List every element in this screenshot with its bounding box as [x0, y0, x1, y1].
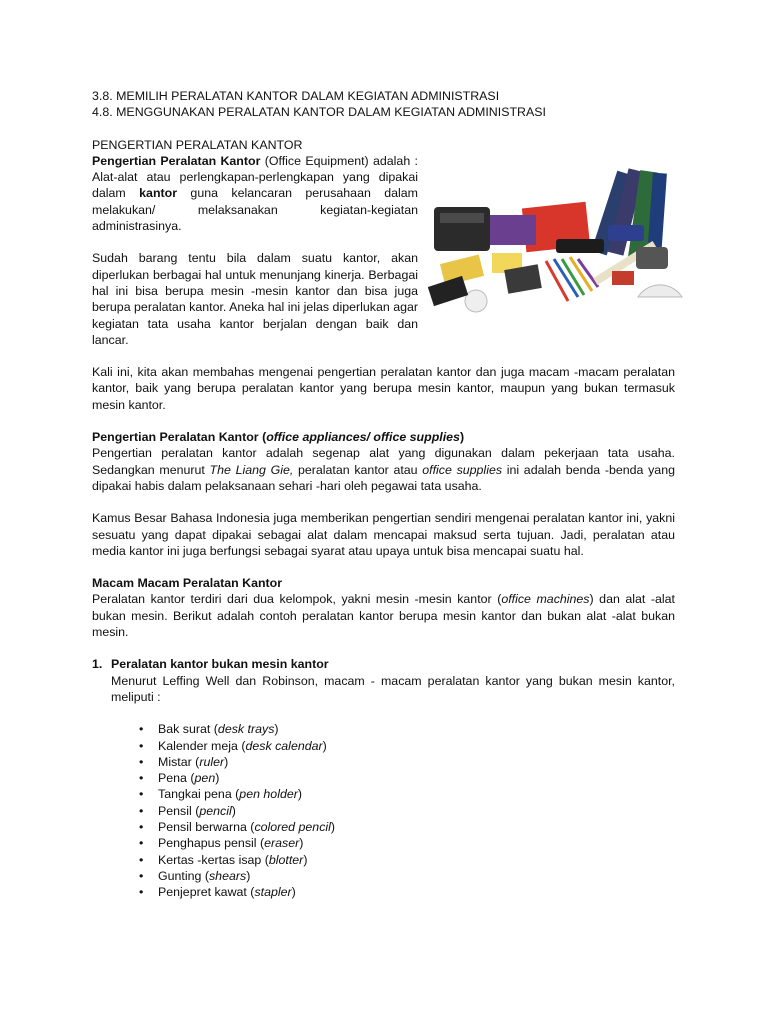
office-supplies-photo	[428, 167, 686, 331]
item-english: eraser	[264, 836, 300, 851]
item-english: colored pencil	[254, 819, 331, 834]
list-item: • Kalender meja (desk calendar)	[139, 738, 675, 754]
item-english: desk trays	[217, 722, 275, 737]
section-2-title-a: Pengertian Peralatan Kantor (	[92, 430, 267, 445]
item-english: blotter	[268, 852, 304, 867]
list-item: • Tangkai pena (pen holder)	[139, 786, 675, 802]
item-name: Penjepret kawat	[158, 885, 247, 900]
section-3-p1-em: office machines	[501, 592, 590, 607]
heading-line-1: 3.8. MEMILIH PERALATAN KANTOR DALAM KEGIATAN ADMINISTRASI	[92, 89, 500, 103]
intro-text	[92, 153, 418, 348]
intro-title: PENGERTIAN PERALATAN KANTOR	[92, 137, 303, 152]
intro-bold-word: kantor	[139, 186, 178, 201]
intro-definition	[92, 153, 418, 234]
list-item: • Mistar (ruler)	[139, 754, 675, 770]
item-name: Gunting	[158, 868, 202, 883]
list-item: • Gunting (shears)	[139, 868, 675, 884]
section-3-paragraph	[92, 591, 675, 640]
list-item: • Penghapus pensil (eraser)	[139, 835, 675, 851]
section-2-p1-c: ini adalah benda -benda yang dipakai habis dalam pelaksanaan sehari -hari oleh pegawai tata usaha.	[92, 462, 675, 493]
list-item-title: Peralatan kantor bukan mesin kantor	[111, 657, 329, 672]
item-name: Pensil berwarna	[158, 819, 247, 834]
section-3-p1-a: Peralatan kantor terdiri dari dua kelompok, yakni mesin -mesin kantor (	[92, 592, 502, 607]
list-item: • Penjepret kawat (stapler)	[139, 884, 675, 900]
item-english: pencil	[199, 803, 232, 818]
heading-line-2: 4.8. MENGGUNAKAN PERALATAN KANTOR DALAM KEGIATAN ADMINISTRASI	[92, 105, 546, 120]
section-2-paragraph-1	[92, 445, 675, 494]
item-name: Mistar	[158, 754, 192, 769]
document-page	[92, 88, 675, 900]
item-english: desk calendar	[245, 738, 323, 753]
section-3-p1-b: ) dan alat -alat bukan mesin. Berikut adalah contoh peralatan kantor berupa mesin kantor dan bukan alat -alat bukan mesin.	[92, 592, 675, 640]
list-number: 1.	[92, 657, 103, 672]
list-item-description: Menurut Leffing Well dan Robinson, macam - macam peralatan kantor yang bukan mesin kantor, meliputi :	[111, 673, 675, 704]
list-item: • Pensil (pencil)	[139, 803, 675, 819]
item-name: Bak surat	[158, 722, 211, 737]
paragraph-kali-ini: Kali ini, kita akan membahas mengenai pengertian peralatan kantor dan juga macam -macam peralatan kantor, baik yang berupa peralatan kantor yang berupa mesin kantor, maupun yang bukan termasuk mesin kantor.	[92, 365, 675, 412]
intro-term-en: (Office Equipment) adalah : Alat-alat atau perlengkapan-perlengkapan yang dipakai dalam	[92, 153, 418, 201]
section-2-p1-a: Pengertian peralatan kantor adalah segenap alat yang digunakan dalam pekerjaan tata usaha. Sedangkan menurut	[92, 446, 675, 477]
list-item: • Pena (pen)	[139, 770, 675, 786]
intro-rest: guna kelancaran perusahaan dalam melakukan/ melaksanakan kegiatan-kegiatan administrasinya.	[92, 186, 418, 234]
item-name: Pena	[158, 771, 187, 786]
intro-block	[92, 137, 675, 349]
item-english: stapler	[254, 885, 292, 900]
list-item: • Kertas -kertas isap (blotter)	[139, 852, 675, 868]
item-english: ruler	[199, 754, 225, 769]
section-2-p1-em1: The Liang Gie,	[209, 462, 294, 477]
section-3-title: Macam Macam Peralatan Kantor	[92, 576, 283, 591]
item-english: pen	[194, 771, 216, 786]
section-2-paragraph-2: Kamus Besar Bahasa Indonesia juga memberikan pengertian sendiri mengenai peralatan kantor ini, yakni sesuatu yang dapat dipakai sebagai alat dalam mencapai maksud serta tujuan. Jadi, peralatan atau media kantor ini juga berfungsi sebagai syarat atau upaya untuk bisa mencapai suatu hal.	[92, 511, 675, 558]
intro-paragraph-2: Sudah barang tentu bila dalam suatu kantor, akan diperlukan berbagai hal untuk menunjang kinerja. Berbagai hal ini bisa berupa mesin -mesin kantor dan bisa juga berupa peralatan kantor. Aneka hal ini jelas diperlukan agar kegiatan tata usaha kantor berjalan dengan baik dan lancar.	[92, 251, 418, 347]
item-name: Penghapus pensil	[158, 836, 257, 851]
section-2-title	[92, 429, 675, 445]
list-item: • Pensil berwarna (colored pencil)	[139, 819, 675, 835]
item-name: Kertas -kertas isap	[158, 852, 262, 867]
section-2-p1-em2: office supplies	[422, 462, 503, 477]
numbered-list	[92, 656, 675, 900]
item-name: Kalender meja	[158, 738, 238, 753]
item-name: Tangkai pena	[158, 787, 232, 802]
item-english: pen holder	[239, 787, 298, 802]
list-item: • Bak surat (desk trays)	[139, 721, 675, 737]
section-2-title-em: office appliances/ office supplies	[266, 430, 460, 445]
section-2-p1-b: peralatan kantor atau	[293, 462, 423, 477]
intro-term: Pengertian Peralatan Kantor	[92, 153, 261, 168]
bullet-list	[111, 721, 675, 900]
list-item-1	[92, 656, 675, 900]
section-2-title-b: )	[459, 430, 465, 445]
item-english: shears	[208, 868, 247, 883]
item-name: Pensil	[158, 803, 192, 818]
